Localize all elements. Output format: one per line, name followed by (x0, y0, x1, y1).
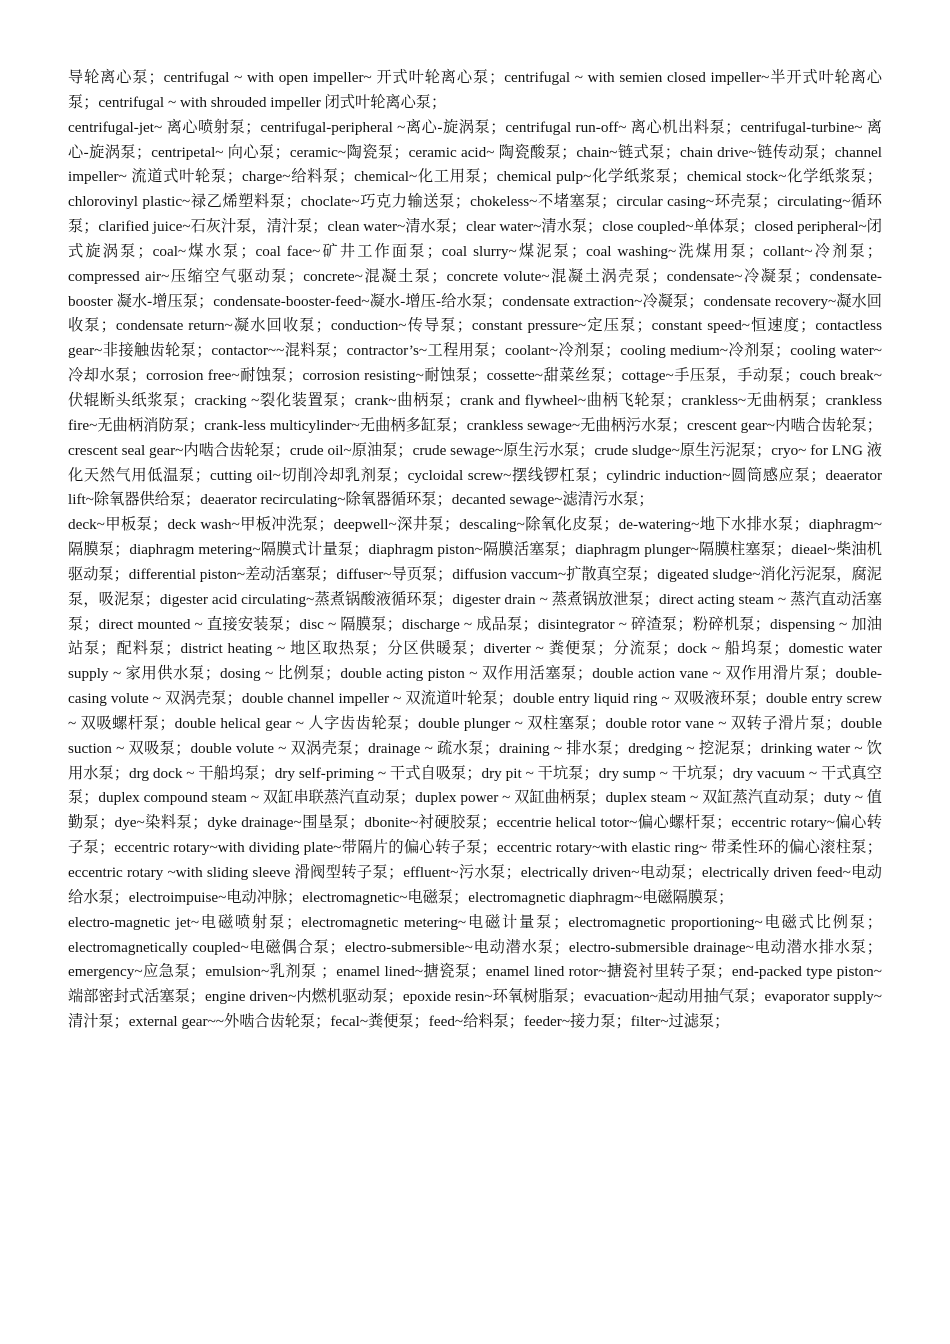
paragraph: centrifugal-jet~ 离心喷射泵；centrifugal-peripheral ~离心-旋涡泵；centrifugal run-off~ 离心机出料泵；centrifugal-turbine~ 离心-旋涡泵；centripetal~ 向心泵；ceramic~陶瓷泵；ceramic acid~ 陶瓷酸泵；chain~链式泵；chain drive~链传动泵；channel impeller~ 流道式叶轮泵；charge~给料泵；chemical~化工用泵；chemical pulp~化学纸浆泵；chemical stock~化学纸浆泵；chlorovinyl plastic~禄乙烯塑料泵；choclate~巧克力输送泵；chokeless~不堵塞泵；circular casing~环壳泵；circulating~循环泵；clarified juice~石灰汁泵，清汁泵；clean water~清水泵；clear water~清水泵；close coupled~单体泵；closed peripheral~闭式旋涡泵；coal~煤水泵；coal face~矿井工作面泵；coal slurry~煤泥泵；coal washing~洗煤用泵；collant~冷剂泵；compressed air~压缩空气驱动泵；concrete~混凝土泵；concrete volute~混凝土涡壳泵；condensate~冷凝泵；condensate-booster 凝水-增压泵；condensate-booster-feed~凝水-增压-给水泵；condensate extraction~冷凝泵；condensate recovery~凝水回收泵；condensate return~凝水回收泵；conduction~传导泵；constant pressure~定压泵；constant speed~恒速度；contactless gear~非接触齿轮泵；contactor~~混料泵；contractor’s~工程用泵；coolant~冷剂泵；cooling medium~冷剂泵；cooling water~冷却水泵；corrosion free~耐蚀泵；corrosion resisting~耐蚀泵；cossette~甜菜丝泵；cottage~手压泵，手动泵；couch break~伏辊断头纸浆泵；cracking ~裂化装置泵；crank~曲柄泵；crank and flywheel~曲柄飞轮泵；crankless~无曲柄泵；crankless fire~无曲柄消防泵；crank-less multicylinder~无曲柄多缸泵；crankless sewage~无曲柄污水泵；crescent gear~内啮合齿轮泵；crescent seal gear~内啮合齿轮泵；crude oil~原油泵；crude sewage~原生污水泵；crude sludge~原生污泥泵；cryo~ for LNG 液化天然气用低温泵；cutting oil~切削冷却乳剂泵；cycloidal screw~摆线锣杠泵；cylindric induction~圆筒感应泵；deaerator lift~除氧器供给泵；deaerator recirculating~除氧器循环泵；decanted sewage~滤清污水泵； (68, 118, 882, 509)
paragraph: 导轮离心泵；centrifugal ~ with open impeller~ 开式叶轮离心泵；centrifugal ~ with semien closed impeller~半开式叶轮离心泵；centrifugal ~ with shrouded impeller 闭式叶轮离心泵； (68, 69, 882, 111)
document-page (68, 66, 882, 1035)
paragraph: electro-magnetic jet~电磁喷射泵；electromagnetic metering~电磁计量泵；electromagnetic proportioning~电磁式比例泵；electromagnetically coupled~电磁偶合泵；electro-submersible~电动潜水泵；electro-submersible drainage~电动潜水排水泵；emergency~应急泵；emulsion~乳剂泵 ；enamel lined~搪瓷泵；enamel lined rotor~搪瓷衬里转子泵；end-packed type piston~端部密封式活塞泵；engine driven~内燃机驱动泵；epoxide resin~环氧树脂泵；evacuation~起动用抽气泵；evaporator supply~清汁泵；external gear~~外啮合齿轮泵；fecal~粪便泵；feed~给料泵；feeder~接力泵；filter~过滤泵； (68, 913, 882, 1031)
paragraph: deck~甲板泵；deck wash~甲板冲洗泵；deepwell~深井泵；descaling~除氧化皮泵；de-watering~地下水排水泵；diaphragm~隔膜泵；diaphragm metering~隔膜式计量泵；diaphragm piston~隔膜活塞泵；diaphragm plunger~隔膜柱塞泵；dieael~柴油机驱动泵；differential piston~差动活塞泵；diffuser~导页泵；diffusion vaccum~扩散真空泵；digeated sludge~消化污泥泵，腐泥泵，吸泥泵；digester acid circulating~蒸煮锅酸液循环泵；digester drain ~ 蒸煮锅放泄泵；direct acting steam ~ 蒸汽直动活塞泵；direct mounted ~ 直接安装泵；disc ~ 隔膜泵；discharge ~ 成品泵；disintegrator ~ 碎渣泵；粉碎机泵；dispensing ~ 加油站泵；配料泵；district heating ~ 地区取热泵；分区供暖泵；diverter ~ 粪便泵；分流泵；dock ~ 船坞泵；domestic water supply ~ 家用供水泵；dosing ~ 比例泵；double acting piston ~ 双作用活塞泵；double action vane ~ 双作用滑片泵；double-casing volute ~ 双涡壳泵；double channel impeller ~ 双流道叶轮泵；double entry liquid ring ~ 双吸液环泵；double entry screw ~ 双吸螺杆泵；double helical gear ~ 人字齿齿轮泵；double plunger ~ 双柱塞泵；double rotor vane ~ 双转子滑片泵；double suction ~ 双吸泵；double volute ~ 双涡壳泵；drainage ~ 疏水泵；draining ~ 排水泵；dredging ~ 挖泥泵；drinking water ~ 饮用水泵；drg dock ~ 干船坞泵；dry self-priming ~ 干式自吸泵；dry pit ~ 干坑泵；dry sump ~ 干坑泵；dry vacuum ~ 干式真空泵；duplex compound steam ~ 双缸串联蒸汽直动泵；duplex power ~ 双缸曲柄泵；duplex steam ~ 双缸蒸汽直动泵；duty ~ 值勤泵；dye~染料泵；dyke drainage~围垦泵；dbonite~衬硬胶泵；eccentrie helical totor~偏心螺杆泵；eccentric rotary~偏心转子泵；eccentric rotary~with dividing plate~带隔片的偏心转子泵；eccentric rotary~with elastic ring~ 带柔性环的偏心滚柱泵；eccentric rotary ~with sliding sleeve 滑阀型转子泵；effluent~污水泵；electrically driven~电动泵；electrically driven feed~电动给水泵；electroimpuise~电动冲脉；electromagnetic~电磁泵；electromagnetic diaphragm~电磁隔膜泵； (68, 516, 882, 906)
